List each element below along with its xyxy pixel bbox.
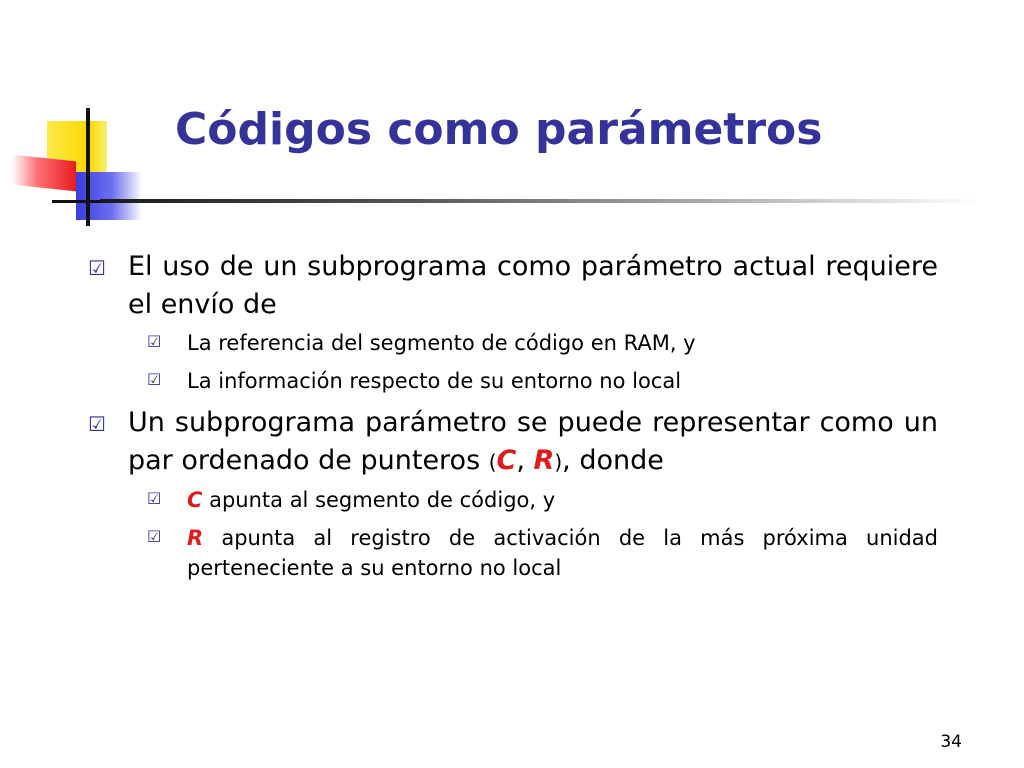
sub-bullet-item (147, 523, 938, 583)
logo-red-square (12, 155, 76, 192)
checkbox-icon: ☑ (147, 489, 162, 508)
checkbox-icon: ☑ (88, 412, 106, 436)
logo-vertical-line (86, 108, 90, 226)
paren-close: ) (554, 450, 563, 474)
sub-bullet-text: La referencia del segmento de código en RAM, y (187, 331, 696, 355)
sub-bullet-item (147, 328, 938, 358)
sub-bullet-text: La información respecto de su entorno no local (187, 369, 682, 393)
title-underline (100, 199, 980, 203)
sub-bullet-item (147, 485, 938, 515)
sub-bullet-item (147, 366, 938, 396)
sub-bullet-text: apunta al segmento de código, y (202, 488, 556, 512)
slide-title: Códigos como parámetros (175, 104, 823, 155)
pointer-c-label: C (187, 488, 203, 512)
checkbox-icon: ☑ (147, 527, 162, 546)
pointer-c: C (496, 445, 517, 476)
checkbox-icon: ☑ (147, 370, 162, 389)
bullet-text: Un subprograma parámetro se puede representar como un par ordenado de punteros (128, 407, 938, 476)
pointer-r-label: R (187, 526, 204, 550)
page-number: 34 (940, 732, 962, 752)
bullet-item (88, 404, 938, 481)
decorative-logo (0, 0, 160, 240)
comma: , (516, 445, 534, 476)
bullet-text-end: , donde (562, 445, 664, 476)
slide-content (88, 248, 938, 591)
checkbox-icon: ☑ (88, 256, 106, 280)
pointer-r: R (533, 445, 555, 476)
bullet-text: El uso de un subprograma como parámetro actual requiere el envío de (128, 251, 938, 320)
checkbox-icon: ☑ (147, 332, 162, 351)
paren-open: ( (488, 450, 497, 474)
bullet-item (88, 248, 938, 324)
sub-bullet-text: apunta al registro de activación de la más próxima unidad perteneciente a su entorno no local (187, 526, 938, 580)
